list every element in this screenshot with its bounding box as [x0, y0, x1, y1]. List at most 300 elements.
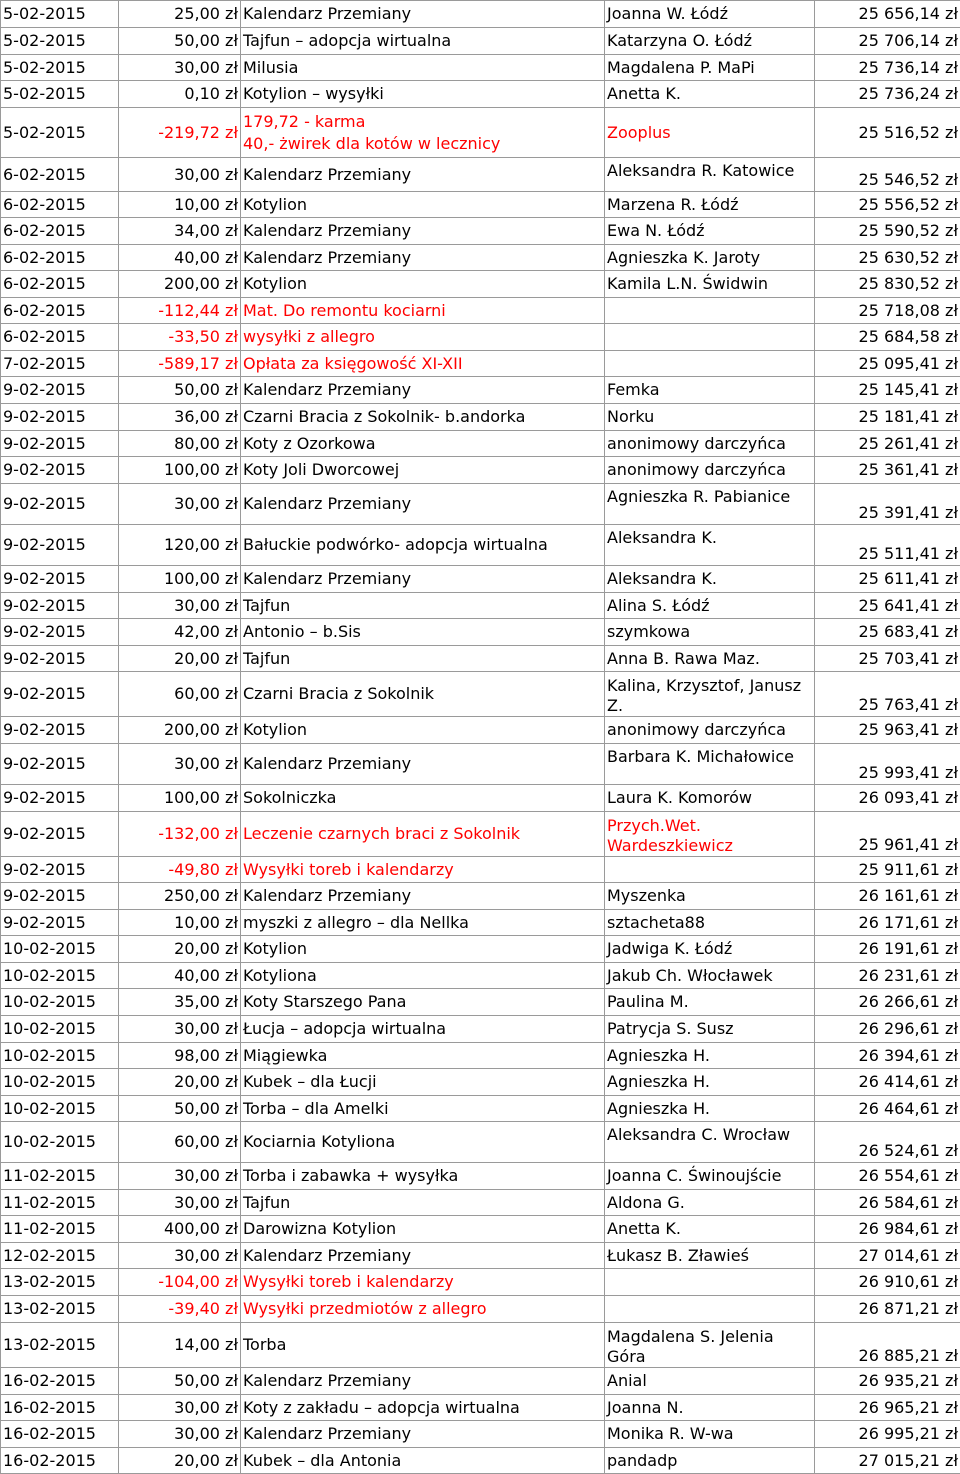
balance-cell: 26 171,61 zł [815, 910, 960, 936]
donor-cell: Joanna C. Świnoujście [605, 1163, 815, 1190]
balance-cell: 26 524,61 zł [815, 1122, 960, 1163]
donor-cell: Jakub Ch. Włocławek [605, 963, 815, 989]
amount-cell: 40,00 zł [119, 245, 241, 271]
donor-cell: Anial [605, 1368, 815, 1395]
description-cell: Kotylion [241, 717, 605, 744]
amount-cell: 50,00 zł [119, 377, 241, 404]
amount-cell: 30,00 zł [119, 1421, 241, 1448]
amount-cell: 200,00 zł [119, 271, 241, 298]
table-row [1, 377, 960, 404]
date-cell: 13-02-2015 [1, 1323, 119, 1368]
description-cell: Mat. Do remontu kociarni [241, 298, 605, 324]
description-cell: Opłata za księgowość XI-XII [241, 351, 605, 377]
amount-cell: 30,00 zł [119, 744, 241, 785]
table-row [1, 1069, 960, 1096]
description-cell: Kalendarz Przemiany [241, 218, 605, 245]
date-cell: 9-02-2015 [1, 404, 119, 431]
donor-cell: Ewa N. Łódź [605, 218, 815, 245]
donor-cell: pandadp [605, 1448, 815, 1474]
date-cell: 11-02-2015 [1, 1190, 119, 1216]
description-cell: Kalendarz Przemiany [241, 1421, 605, 1448]
date-cell: 9-02-2015 [1, 484, 119, 525]
donor-cell: Aldona G. [605, 1190, 815, 1216]
table-row [1, 717, 960, 744]
description-cell: Antonio – b.Sis [241, 619, 605, 646]
date-cell: 9-02-2015 [1, 566, 119, 593]
balance-cell: 25 611,41 zł [815, 566, 960, 593]
description-cell: Darowizna Kotylion [241, 1216, 605, 1243]
balance-cell: 25 361,41 zł [815, 457, 960, 484]
balance-cell: 25 556,52 zł [815, 192, 960, 218]
table-row [1, 593, 960, 619]
table-row [1, 324, 960, 351]
balance-cell: 26 871,21 zł [815, 1296, 960, 1323]
amount-cell: 30,00 zł [119, 484, 241, 525]
date-cell: 16-02-2015 [1, 1421, 119, 1448]
description-cell: Czarni Bracia z Sokolnik- b.andorka [241, 404, 605, 431]
balance-cell: 26 984,61 zł [815, 1216, 960, 1243]
amount-cell: 30,00 zł [119, 1016, 241, 1043]
donor-cell: Aleksandra R. Katowice [605, 158, 815, 192]
description-cell: Tajfun – adopcja wirtualna [241, 28, 605, 55]
donor-cell: Jadwiga K. Łódź [605, 936, 815, 963]
description-cell: Torba – dla Amelki [241, 1096, 605, 1122]
donor-cell: Agnieszka H. [605, 1043, 815, 1069]
description-cell: Koty z zakładu – adopcja wirtualna [241, 1395, 605, 1421]
donor-cell: Anetta K. [605, 1216, 815, 1243]
donor-cell: Aleksandra K. [605, 525, 815, 566]
table-row [1, 1269, 960, 1296]
date-cell: 9-02-2015 [1, 812, 119, 857]
date-cell: 9-02-2015 [1, 593, 119, 619]
donor-cell [605, 857, 815, 883]
donor-cell [605, 324, 815, 351]
amount-cell: 30,00 zł [119, 1395, 241, 1421]
balance-cell: 26 554,61 zł [815, 1163, 960, 1190]
table-row [1, 351, 960, 377]
description-cell: Leczenie czarnych braci z Sokolnik [241, 812, 605, 857]
description-cell: Tajfun [241, 646, 605, 672]
amount-cell: 400,00 zł [119, 1216, 241, 1243]
amount-cell: 100,00 zł [119, 785, 241, 812]
amount-cell: 0,10 zł [119, 81, 241, 108]
donor-cell: szymkowa [605, 619, 815, 646]
description-cell: Kalendarz Przemiany [241, 484, 605, 525]
date-cell: 9-02-2015 [1, 785, 119, 812]
description-cell: Wysyłki przedmiotów z allegro [241, 1296, 605, 1323]
date-cell: 10-02-2015 [1, 1069, 119, 1096]
description-cell: Tajfun [241, 1190, 605, 1216]
table-row [1, 245, 960, 271]
table-row [1, 672, 960, 717]
table-row [1, 298, 960, 324]
table-row [1, 963, 960, 989]
amount-cell: 34,00 zł [119, 218, 241, 245]
date-cell: 5-02-2015 [1, 55, 119, 81]
donor-cell: Joanna N. [605, 1395, 815, 1421]
date-cell: 10-02-2015 [1, 1096, 119, 1122]
amount-cell: 10,00 zł [119, 910, 241, 936]
balance-cell: 25 736,24 zł [815, 81, 960, 108]
table-row [1, 1043, 960, 1069]
donor-cell: Marzena R. Łódź [605, 192, 815, 218]
table-row [1, 1, 960, 28]
balance-cell: 25 145,41 zł [815, 377, 960, 404]
balance-cell: 25 546,52 zł [815, 158, 960, 192]
amount-cell: 100,00 zł [119, 457, 241, 484]
donor-cell: Norku [605, 404, 815, 431]
table-row [1, 936, 960, 963]
table-row [1, 108, 960, 158]
date-cell: 10-02-2015 [1, 1043, 119, 1069]
description-cell: Bałuckie podwórko- adopcja wirtualna [241, 525, 605, 566]
donor-cell: Zooplus [605, 108, 815, 158]
balance-cell: 25 763,41 zł [815, 672, 960, 717]
amount-cell: 10,00 zł [119, 192, 241, 218]
table-row [1, 989, 960, 1016]
balance-cell: 26 231,61 zł [815, 963, 960, 989]
date-cell: 6-02-2015 [1, 192, 119, 218]
date-cell: 6-02-2015 [1, 298, 119, 324]
table-row [1, 1421, 960, 1448]
donor-cell: Monika R. W-wa [605, 1421, 815, 1448]
description-cell: Koty Joli Dworcowej [241, 457, 605, 484]
table-row [1, 1296, 960, 1323]
date-cell: 9-02-2015 [1, 377, 119, 404]
table-row [1, 1395, 960, 1421]
amount-cell: 98,00 zł [119, 1043, 241, 1069]
date-cell: 5-02-2015 [1, 81, 119, 108]
balance-cell: 25 683,41 zł [815, 619, 960, 646]
amount-cell: 250,00 zł [119, 883, 241, 910]
balance-cell: 25 706,14 zł [815, 28, 960, 55]
date-cell: 9-02-2015 [1, 883, 119, 910]
date-cell: 9-02-2015 [1, 672, 119, 717]
balance-cell: 25 961,41 zł [815, 812, 960, 857]
donor-cell: Magdalena P. MaPi [605, 55, 815, 81]
description-cell: Kalendarz Przemiany [241, 245, 605, 271]
amount-cell: 30,00 zł [119, 1243, 241, 1269]
date-cell: 6-02-2015 [1, 324, 119, 351]
description-cell: Kotyliona [241, 963, 605, 989]
balance-cell: 26 464,61 zł [815, 1096, 960, 1122]
amount-cell: 60,00 zł [119, 1122, 241, 1163]
description-cell: Milusia [241, 55, 605, 81]
balance-cell: 25 511,41 zł [815, 525, 960, 566]
table-row [1, 1163, 960, 1190]
date-cell: 5-02-2015 [1, 28, 119, 55]
date-cell: 11-02-2015 [1, 1216, 119, 1243]
donor-cell: anonimowy darczyńca [605, 457, 815, 484]
date-cell: 9-02-2015 [1, 744, 119, 785]
amount-cell: -33,50 zł [119, 324, 241, 351]
date-cell: 9-02-2015 [1, 717, 119, 744]
donor-cell: Aleksandra C. Wrocław [605, 1122, 815, 1163]
table-row [1, 1096, 960, 1122]
description-cell: Kalendarz Przemiany [241, 883, 605, 910]
date-cell: 10-02-2015 [1, 936, 119, 963]
description-cell: Kotylion [241, 271, 605, 298]
amount-cell: -39,40 zł [119, 1296, 241, 1323]
date-cell: 9-02-2015 [1, 619, 119, 646]
date-cell: 9-02-2015 [1, 646, 119, 672]
table-row [1, 1448, 960, 1474]
donor-cell: Patrycja S. Susz [605, 1016, 815, 1043]
balance-cell: 26 394,61 zł [815, 1043, 960, 1069]
amount-cell: 35,00 zł [119, 989, 241, 1016]
date-cell: 13-02-2015 [1, 1296, 119, 1323]
amount-cell: 25,00 zł [119, 1, 241, 28]
donor-cell: Katarzyna O. Łódź [605, 28, 815, 55]
amount-cell: 30,00 zł [119, 158, 241, 192]
balance-cell: 25 181,41 zł [815, 404, 960, 431]
description-cell: Kalendarz Przemiany [241, 566, 605, 593]
description-cell: Tajfun [241, 593, 605, 619]
amount-cell: 20,00 zł [119, 1069, 241, 1096]
table-row [1, 744, 960, 785]
amount-cell: 14,00 zł [119, 1323, 241, 1368]
description-cell: Wysyłki toreb i kalendarzy [241, 1269, 605, 1296]
date-cell: 16-02-2015 [1, 1448, 119, 1474]
amount-cell: -49,80 zł [119, 857, 241, 883]
date-cell: 9-02-2015 [1, 857, 119, 883]
date-cell: 9-02-2015 [1, 910, 119, 936]
amount-cell: 50,00 zł [119, 1096, 241, 1122]
table-row [1, 566, 960, 593]
amount-cell: 20,00 zł [119, 1448, 241, 1474]
date-cell: 5-02-2015 [1, 1, 119, 28]
date-cell: 10-02-2015 [1, 989, 119, 1016]
description-cell: Kotylion [241, 936, 605, 963]
donor-cell: Anetta K. [605, 81, 815, 108]
donor-cell: Laura K. Komorów [605, 785, 815, 812]
amount-cell: 50,00 zł [119, 28, 241, 55]
description-cell: Kalendarz Przemiany [241, 377, 605, 404]
donor-cell: Przych.Wet. Wardeszkiewicz [605, 812, 815, 857]
balance-cell: 26 414,61 zł [815, 1069, 960, 1096]
balance-cell: 26 191,61 zł [815, 936, 960, 963]
balance-cell: 26 584,61 zł [815, 1190, 960, 1216]
donor-cell: Kalina, Krzysztof, Janusz Z. [605, 672, 815, 717]
balance-cell: 27 014,61 zł [815, 1243, 960, 1269]
balance-cell: 26 093,41 zł [815, 785, 960, 812]
date-cell: 7-02-2015 [1, 351, 119, 377]
balance-cell: 25 736,14 zł [815, 55, 960, 81]
amount-cell: 42,00 zł [119, 619, 241, 646]
balance-cell: 25 641,41 zł [815, 593, 960, 619]
donor-cell: Agnieszka H. [605, 1096, 815, 1122]
table-row [1, 271, 960, 298]
balance-cell: 25 516,52 zł [815, 108, 960, 158]
donor-cell: Agnieszka H. [605, 1069, 815, 1096]
amount-cell: -589,17 zł [119, 351, 241, 377]
table-row [1, 1016, 960, 1043]
date-cell: 6-02-2015 [1, 218, 119, 245]
balance-cell: 25 911,61 zł [815, 857, 960, 883]
donor-cell: Agnieszka R. Pabianice [605, 484, 815, 525]
table-row [1, 431, 960, 457]
date-cell: 5-02-2015 [1, 108, 119, 158]
table-row [1, 457, 960, 484]
table-row [1, 1368, 960, 1395]
date-cell: 10-02-2015 [1, 963, 119, 989]
amount-cell: 100,00 zł [119, 566, 241, 593]
balance-cell: 25 630,52 zł [815, 245, 960, 271]
donor-cell: Alina S. Łódź [605, 593, 815, 619]
description-cell: Kotylion [241, 192, 605, 218]
table-row [1, 857, 960, 883]
table-row [1, 646, 960, 672]
table-row [1, 81, 960, 108]
description-cell: Kubek – dla Antonia [241, 1448, 605, 1474]
table-row [1, 1190, 960, 1216]
table-row [1, 619, 960, 646]
amount-cell: 200,00 zł [119, 717, 241, 744]
balance-cell: 25 261,41 zł [815, 431, 960, 457]
description-cell: Kalendarz Przemiany [241, 1243, 605, 1269]
description-cell: myszki z allegro – dla Nellka [241, 910, 605, 936]
donor-cell: Kamila L.N. Świdwin [605, 271, 815, 298]
description-cell: Kotylion – wysyłki [241, 81, 605, 108]
amount-cell: 36,00 zł [119, 404, 241, 431]
table-row [1, 218, 960, 245]
table-row [1, 910, 960, 936]
balance-cell: 25 684,58 zł [815, 324, 960, 351]
balance-cell: 25 095,41 zł [815, 351, 960, 377]
amount-cell: -132,00 zł [119, 812, 241, 857]
donor-cell: Barbara K. Michałowice [605, 744, 815, 785]
balance-cell: 26 266,61 zł [815, 989, 960, 1016]
amount-cell: 30,00 zł [119, 1190, 241, 1216]
amount-cell: 30,00 zł [119, 1163, 241, 1190]
donor-cell: Femka [605, 377, 815, 404]
table-row [1, 525, 960, 566]
description-cell: Torba i zabawka + wysyłka [241, 1163, 605, 1190]
ledger-body [1, 1, 960, 1474]
table-row [1, 812, 960, 857]
donor-cell [605, 298, 815, 324]
balance-cell: 25 391,41 zł [815, 484, 960, 525]
description-cell: Miągiewka [241, 1043, 605, 1069]
table-row [1, 1323, 960, 1368]
balance-cell: 25 718,08 zł [815, 298, 960, 324]
balance-cell: 27 015,21 zł [815, 1448, 960, 1474]
description-cell: Czarni Bracia z Sokolnik [241, 672, 605, 717]
date-cell: 12-02-2015 [1, 1243, 119, 1269]
balance-cell: 25 656,14 zł [815, 1, 960, 28]
date-cell: 9-02-2015 [1, 525, 119, 566]
balance-cell: 26 965,21 zł [815, 1395, 960, 1421]
date-cell: 9-02-2015 [1, 431, 119, 457]
description-cell: Kalendarz Przemiany [241, 1, 605, 28]
donor-cell [605, 1296, 815, 1323]
balance-cell: 26 935,21 zł [815, 1368, 960, 1395]
donor-cell: anonimowy darczyńca [605, 431, 815, 457]
description-cell: Kubek – dla Łucji [241, 1069, 605, 1096]
balance-cell: 25 993,41 zł [815, 744, 960, 785]
description-cell: wysyłki z allegro [241, 324, 605, 351]
amount-cell: 20,00 zł [119, 646, 241, 672]
description-cell: Torba [241, 1323, 605, 1368]
donor-cell: anonimowy darczyńca [605, 717, 815, 744]
amount-cell: -112,44 zł [119, 298, 241, 324]
donor-cell [605, 1269, 815, 1296]
date-cell: 6-02-2015 [1, 245, 119, 271]
balance-cell: 26 161,61 zł [815, 883, 960, 910]
table-row [1, 192, 960, 218]
amount-cell: 40,00 zł [119, 963, 241, 989]
description-cell: Kalendarz Przemiany [241, 1368, 605, 1395]
balance-cell: 25 590,52 zł [815, 218, 960, 245]
amount-cell: 120,00 zł [119, 525, 241, 566]
table-row [1, 1243, 960, 1269]
amount-cell: 60,00 zł [119, 672, 241, 717]
donor-cell: Myszenka [605, 883, 815, 910]
table-row [1, 1216, 960, 1243]
amount-cell: 30,00 zł [119, 55, 241, 81]
balance-cell: 26 885,21 zł [815, 1323, 960, 1368]
donor-cell: Joanna W. Łódź [605, 1, 815, 28]
description-cell: Wysyłki toreb i kalendarzy [241, 857, 605, 883]
table-row [1, 785, 960, 812]
table-row [1, 404, 960, 431]
donor-cell: Magdalena S. Jelenia Góra [605, 1323, 815, 1368]
amount-cell: 30,00 zł [119, 593, 241, 619]
donor-cell [605, 351, 815, 377]
date-cell: 6-02-2015 [1, 271, 119, 298]
balance-cell: 26 296,61 zł [815, 1016, 960, 1043]
table-row [1, 55, 960, 81]
amount-cell: -219,72 zł [119, 108, 241, 158]
date-cell: 6-02-2015 [1, 158, 119, 192]
amount-cell: -104,00 zł [119, 1269, 241, 1296]
balance-cell: 25 830,52 zł [815, 271, 960, 298]
donor-cell: Anna B. Rawa Maz. [605, 646, 815, 672]
balance-cell: 25 963,41 zł [815, 717, 960, 744]
date-cell: 13-02-2015 [1, 1269, 119, 1296]
table-row [1, 28, 960, 55]
table-row [1, 1122, 960, 1163]
description-cell: Kociarnia Kotyliona [241, 1122, 605, 1163]
date-cell: 16-02-2015 [1, 1368, 119, 1395]
donor-cell: Aleksandra K. [605, 566, 815, 593]
description-cell: Kalendarz Przemiany [241, 744, 605, 785]
description-cell: Kalendarz Przemiany [241, 158, 605, 192]
description-cell: Łucja – adopcja wirtualna [241, 1016, 605, 1043]
amount-cell: 50,00 zł [119, 1368, 241, 1395]
donor-cell: sztacheta88 [605, 910, 815, 936]
date-cell: 11-02-2015 [1, 1163, 119, 1190]
table-row [1, 883, 960, 910]
date-cell: 10-02-2015 [1, 1122, 119, 1163]
date-cell: 16-02-2015 [1, 1395, 119, 1421]
donor-cell: Agnieszka K. Jaroty [605, 245, 815, 271]
balance-cell: 26 995,21 zł [815, 1421, 960, 1448]
description-cell: Koty Starszego Pana [241, 989, 605, 1016]
description-cell: Sokolniczka [241, 785, 605, 812]
date-cell: 10-02-2015 [1, 1016, 119, 1043]
table-row [1, 484, 960, 525]
description-cell: Koty z Ozorkowa [241, 431, 605, 457]
amount-cell: 80,00 zł [119, 431, 241, 457]
donor-cell: Łukasz B. Zławieś [605, 1243, 815, 1269]
table-row [1, 158, 960, 192]
donor-cell: Paulina M. [605, 989, 815, 1016]
balance-cell: 26 910,61 zł [815, 1269, 960, 1296]
date-cell: 9-02-2015 [1, 457, 119, 484]
amount-cell: 20,00 zł [119, 936, 241, 963]
description-cell: 179,72 - karma 40,- żwirek dla kotów w lecznicy [241, 108, 605, 158]
